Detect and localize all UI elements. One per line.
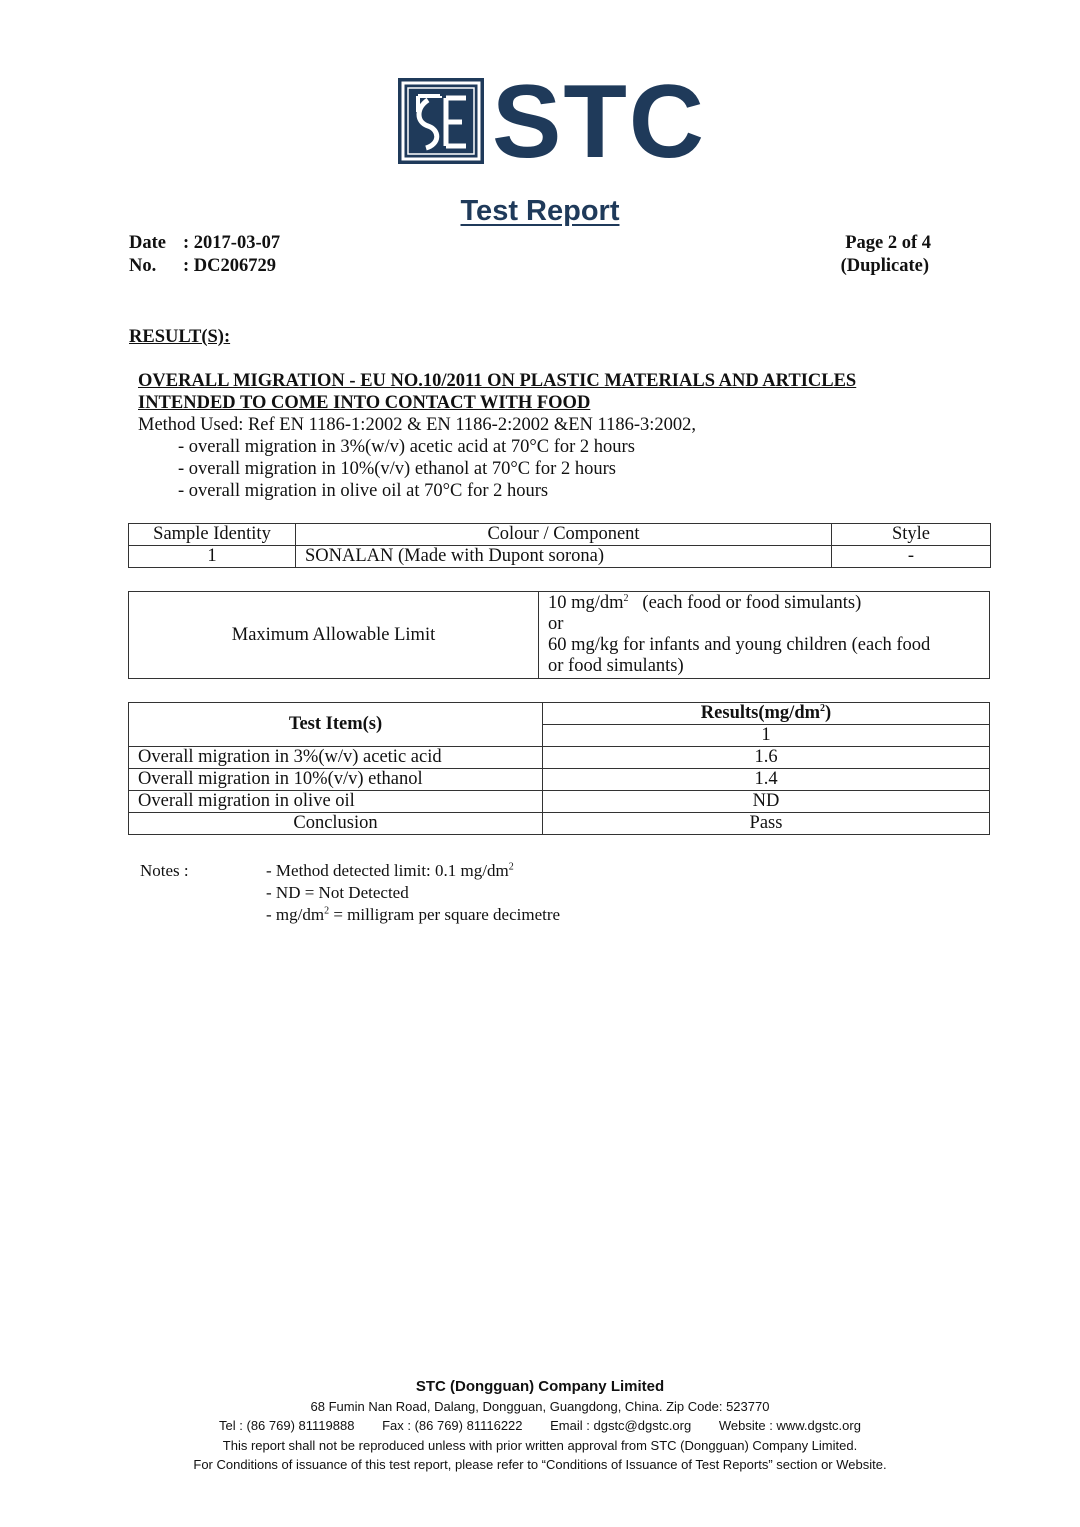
results-table [128, 702, 990, 835]
note-text: - mg/dm [266, 905, 325, 924]
report-number-line [129, 255, 276, 278]
report-number-label: No. [129, 256, 157, 276]
column-header: Colour / Component [296, 524, 832, 546]
table-row [129, 769, 990, 791]
footer-disclaimer: This report shall not be reproduced unless with prior written approval from STC (Dongguan) Company Limited. [222, 1437, 858, 1453]
column-header: Style [832, 524, 991, 546]
table-row [129, 546, 991, 568]
limit-table [128, 591, 990, 679]
footer [0, 1377, 1080, 1475]
result-cell: 1.4 [543, 769, 990, 791]
note-text: - Method detected limit: 0.1 mg/dm [266, 861, 509, 880]
limit-note: (each food or food simulants) [642, 593, 862, 613]
condition-ethanol: - overall migration in 10%(v/v) ethanol at 70°C for 2 hours [178, 459, 616, 479]
note-text: = milligram per square decimetre [329, 905, 561, 924]
column-header: Sample Identity [129, 524, 296, 546]
note-item [266, 860, 560, 882]
test-item-header: Test Item(s) [129, 703, 543, 747]
stc-logo [398, 64, 722, 180]
stc-logo-mark-icon [398, 78, 484, 164]
condition-acetic-acid: - overall migration in 3%(w/v) acetic acid at 70°C for 2 hours [178, 437, 635, 457]
section-title-line1: OVERALL MIGRATION - EU NO.10/2011 ON PLASTIC MATERIALS AND ARTICLES [138, 371, 857, 391]
limit-line2: or [548, 614, 564, 634]
notes-list [266, 860, 560, 926]
test-item-cell: Overall migration in 10%(v/v) ethanol [129, 769, 543, 791]
page-title: Test Report [460, 195, 620, 227]
result-cell: 1.6 [543, 747, 990, 769]
table-header-row [129, 524, 991, 546]
results-heading: RESULT(S): [129, 327, 231, 347]
method-used: Method Used: Ref EN 1186-1:2002 & EN 1186-2:2002 &EN 1186-3:2002, [138, 415, 697, 435]
report-number-value: : DC206729 [183, 256, 277, 276]
table-row [129, 813, 990, 835]
sample-table [128, 523, 991, 568]
limit-value: 10 mg/dm [548, 593, 624, 613]
duplicate-status: (Duplicate) [840, 256, 929, 276]
limit-value-cell [539, 592, 990, 679]
page-indicator: Page 2 of 4 [845, 233, 931, 253]
sample-id-cell: 1 [129, 546, 296, 568]
logo-text: STC [492, 64, 706, 180]
table-header-row [129, 703, 990, 725]
limit-line4: or food simulants) [548, 656, 684, 676]
note-item: - ND = Not Detected [266, 883, 409, 902]
test-item-cell: Overall migration in 3%(w/v) acetic acid [129, 747, 543, 769]
footer-fax: Fax : (86 769) 81116222 [382, 1418, 523, 1433]
date-value: : 2017-03-07 [183, 233, 281, 253]
limit-unit-sup: 2 [623, 592, 629, 604]
results-header-sup: 2 [820, 702, 826, 714]
footer-address: 68 Fumin Nan Road, Dalang, Dongguan, Guangdong, China. Zip Code: 523770 [310, 1398, 770, 1414]
section-title-line2: INTENDED TO COME INTO CONTACT WITH FOOD [138, 393, 591, 413]
sample-number-header: 1 [543, 725, 990, 747]
results-header-close: ) [825, 703, 832, 723]
limit-line3: 60 mg/kg for infants and young children (each food [548, 635, 931, 655]
note-sup: 2 [508, 861, 514, 873]
condition-olive-oil: - overall migration in olive oil at 70°C for 2 hours [178, 481, 549, 501]
notes-label: Notes : [140, 861, 189, 880]
footer-email: Email : dgstc@dgstc.org [550, 1418, 692, 1433]
table-row [129, 592, 990, 679]
date-line [129, 232, 280, 255]
note-item [266, 904, 560, 926]
table-row [129, 747, 990, 769]
component-cell: SONALAN (Made with Dupont sorona) [296, 546, 832, 568]
footer-tel: Tel : (86 769) 81119888 [219, 1418, 355, 1433]
conclusion-value-cell: Pass [543, 813, 990, 835]
conclusion-label-cell: Conclusion [129, 813, 543, 835]
footer-website: Website : www.dgstc.org [718, 1418, 861, 1433]
footer-contact [0, 1416, 1080, 1436]
results-header [543, 703, 990, 725]
result-cell: ND [543, 791, 990, 813]
limit-line1 [548, 593, 989, 614]
test-item-cell: Overall migration in olive oil [129, 791, 543, 813]
date-label: Date [129, 233, 166, 253]
footer-company: STC (Dongguan) Company Limited [415, 1378, 665, 1395]
table-row [129, 791, 990, 813]
results-header-text: Results(mg/dm [700, 703, 821, 723]
note-sup: 2 [324, 905, 330, 917]
footer-disclaimer: For Conditions of issuance of this test report, please refer to “Conditions of Issuance of Test Reports” section or Website. [193, 1457, 887, 1472]
style-cell: - [832, 546, 991, 568]
limit-label-cell: Maximum Allowable Limit [129, 592, 539, 679]
